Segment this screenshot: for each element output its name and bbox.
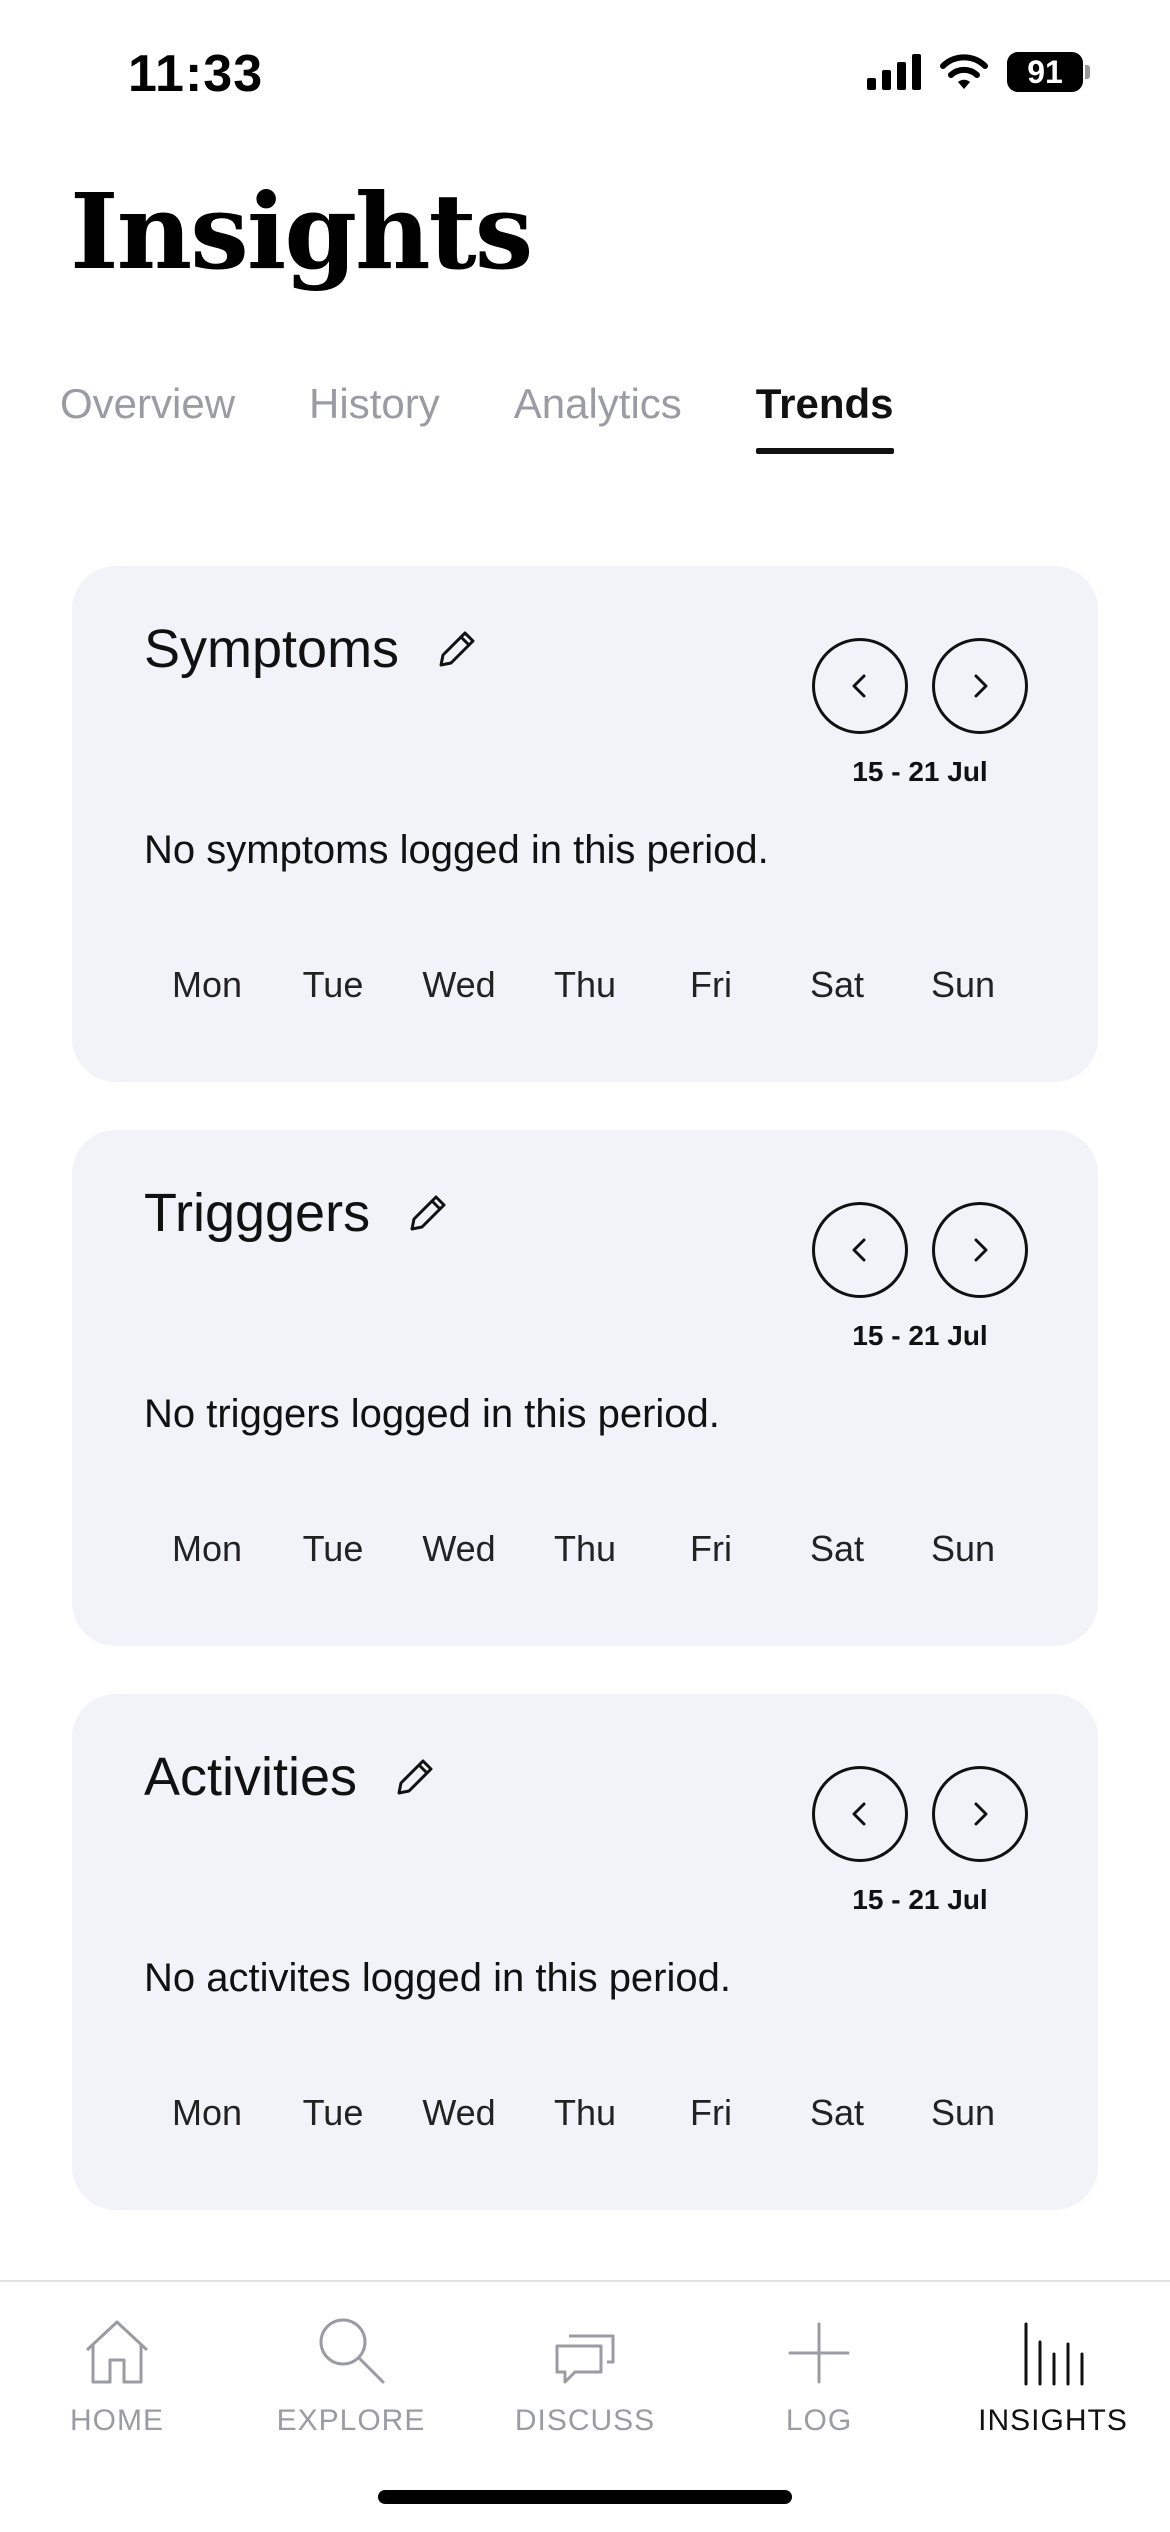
- day-label: Mon: [171, 964, 243, 1005]
- chevron-left-icon: [845, 671, 875, 701]
- day-label: Fri: [690, 1528, 732, 1569]
- day-label: Wed: [422, 964, 496, 1005]
- day-label: Mon: [171, 2092, 243, 2133]
- nav-discuss[interactable]: [468, 2306, 702, 2438]
- home-indicator[interactable]: [378, 2490, 792, 2504]
- day-label: Thu: [553, 2092, 617, 2133]
- card-title: Trigggers: [144, 1183, 371, 1243]
- date-range: 15 - 21 Jul: [852, 1884, 988, 1915]
- search-icon: [234, 2306, 468, 2386]
- date-range: 15 - 21 Jul: [852, 756, 988, 787]
- plus-icon: [702, 2306, 936, 2386]
- chevron-right-icon: [965, 1799, 995, 1829]
- card-title: Activities: [144, 1747, 358, 1807]
- week-navigator: [812, 638, 1028, 788]
- nav-label: LOG: [785, 2404, 853, 2437]
- activities-card: [72, 1694, 1098, 2210]
- pencil-icon[interactable]: [404, 1189, 452, 1237]
- pencil-icon[interactable]: [433, 625, 481, 673]
- chat-icon: [468, 2306, 702, 2386]
- day-label: Sun: [930, 964, 996, 1005]
- tab-bar: [60, 380, 894, 454]
- insights-bars-icon: [936, 2306, 1170, 2386]
- wifi-icon: [939, 53, 989, 91]
- tab-analytics[interactable]: Analytics: [513, 380, 682, 427]
- nav-log[interactable]: [702, 2306, 936, 2438]
- card-header: [144, 618, 481, 680]
- symptoms-card: [72, 566, 1098, 1082]
- nav-label: INSIGHTS: [978, 2404, 1128, 2437]
- day-label: Wed: [422, 1528, 496, 1569]
- triggers-card: [72, 1130, 1098, 1646]
- empty-state-text: No triggers logged in this period.: [144, 1392, 720, 1436]
- card-title: Symptoms: [144, 619, 400, 679]
- date-range: 15 - 21 Jul: [852, 1320, 988, 1351]
- day-label: Wed: [422, 2092, 496, 2133]
- previous-week-button[interactable]: [812, 1202, 908, 1298]
- weekday-axis: [144, 964, 1026, 1006]
- signal-icon: [867, 54, 921, 90]
- tab-overview[interactable]: Overview: [60, 380, 236, 427]
- battery-icon: [1007, 52, 1090, 92]
- tab-history[interactable]: History: [309, 380, 440, 427]
- empty-state-text: No activites logged in this period.: [144, 1956, 731, 2000]
- day-label: Mon: [171, 1528, 243, 1569]
- weekday-axis: [144, 2092, 1026, 2134]
- chevron-right-icon: [965, 671, 995, 701]
- day-label: Fri: [690, 2092, 732, 2133]
- day-label: Sat: [809, 2092, 865, 2133]
- next-week-button[interactable]: [932, 1766, 1028, 1862]
- empty-state-text: No symptoms logged in this period.: [144, 828, 769, 872]
- chevron-left-icon: [845, 1235, 875, 1265]
- day-label: Tue: [302, 964, 364, 1005]
- day-label: Sun: [930, 1528, 996, 1569]
- status-bar: [0, 0, 1170, 150]
- previous-week-button[interactable]: [812, 638, 908, 734]
- day-label: Thu: [553, 1528, 617, 1569]
- day-label: Tue: [302, 1528, 364, 1569]
- week-navigator: [812, 1766, 1028, 1916]
- previous-week-button[interactable]: [812, 1766, 908, 1862]
- nav-label: EXPLORE: [276, 2404, 426, 2437]
- week-navigator: [812, 1202, 1028, 1352]
- day-label: Sat: [809, 964, 865, 1005]
- next-week-button[interactable]: [932, 638, 1028, 734]
- status-icons: [867, 52, 1090, 92]
- nav-insights[interactable]: [936, 2306, 1170, 2438]
- tab-trends[interactable]: Trends: [756, 380, 894, 454]
- nav-label: HOME: [70, 2404, 164, 2437]
- page-title: Insights: [70, 170, 532, 293]
- day-label: Tue: [302, 2092, 364, 2133]
- weekday-axis: [144, 1528, 1026, 1570]
- day-label: Sat: [809, 1528, 865, 1569]
- chevron-left-icon: [845, 1799, 875, 1829]
- day-label: Sun: [930, 2092, 996, 2133]
- battery-level: 91: [1007, 52, 1083, 92]
- status-time: 11:33: [128, 45, 264, 103]
- chevron-right-icon: [965, 1235, 995, 1265]
- nav-label: DISCUSS: [514, 2404, 656, 2437]
- next-week-button[interactable]: [932, 1202, 1028, 1298]
- card-header: [144, 1182, 452, 1244]
- nav-home[interactable]: [0, 2306, 234, 2438]
- pencil-icon[interactable]: [391, 1753, 439, 1801]
- day-label: Thu: [553, 964, 617, 1005]
- nav-explore[interactable]: [234, 2306, 468, 2438]
- card-header: [144, 1746, 439, 1808]
- day-label: Fri: [690, 964, 732, 1005]
- home-icon: [0, 2306, 234, 2386]
